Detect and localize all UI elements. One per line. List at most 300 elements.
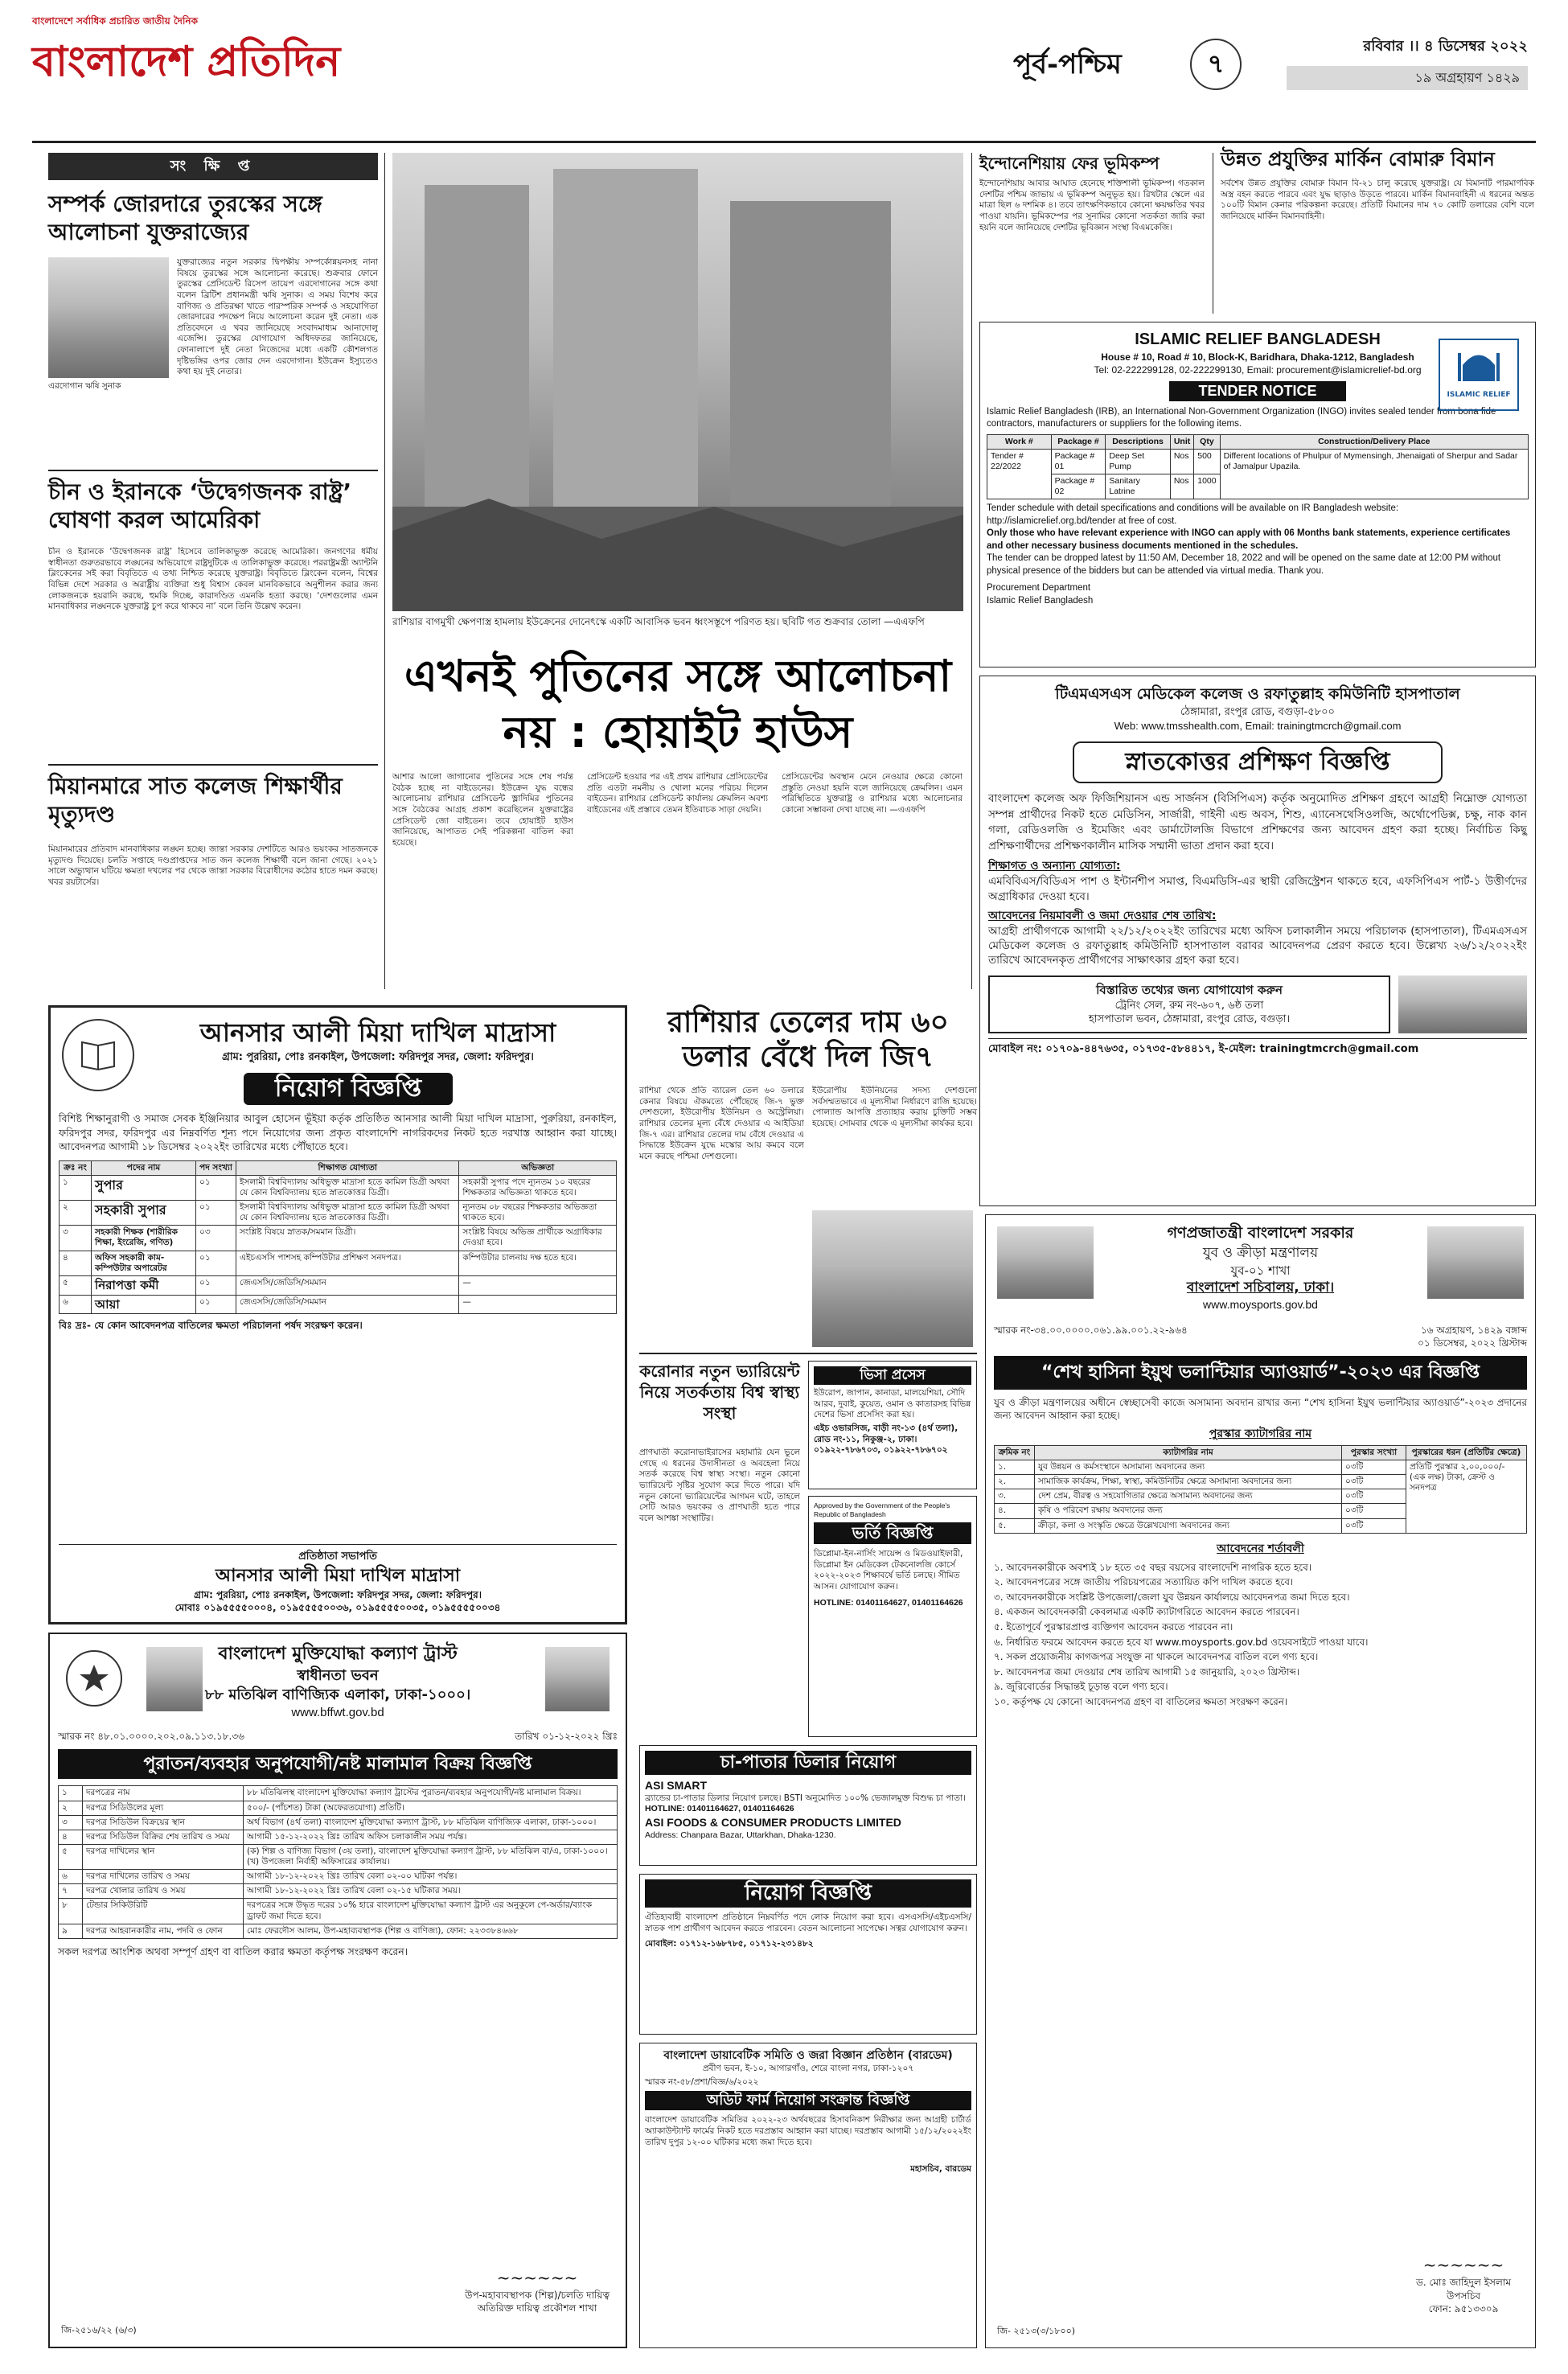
cell: ৫: [60, 1275, 92, 1295]
trust-date: তারিখ ০১-১২-২০২২ খ্রিঃ: [515, 1730, 618, 1742]
cell: ৯: [59, 1924, 83, 1938]
tmss-contact-addr: হাসপাতাল ভবন, ঠেঙ্গামারা, রংপুর রোড, বগুড়া।: [1088, 1013, 1291, 1026]
war-photo: [392, 153, 963, 611]
cell: জেএসসি/জেডিসি/সমমান: [236, 1295, 459, 1314]
youth-cond-list: [994, 1560, 1527, 1710]
cell: দেশ প্রেম, বীরত্ব ও সহযোগিতার ক্ষেত্রে অসামান্য অবদানের জন্য: [1035, 1489, 1342, 1504]
youth-portrait: [1427, 1226, 1524, 1299]
list-item: ৮. আবেদনপত্র জমা দেওয়ার শেষ তারিখ আগামী ১৫ জানুয়ারি, ২০২৩ খ্রিস্টাব্দ।: [994, 1665, 1300, 1678]
table-row: [59, 1830, 618, 1844]
islamic-relief-notice: [979, 322, 1536, 667]
admission-ad: [808, 1496, 977, 1737]
youth-dates: [1418, 1324, 1527, 1349]
ir-body: Tender schedule with detail specifications and conditions will be available on IR Bangladesh website: http://islamicrelief.org.bd/tender at free of cost.: [987, 503, 1399, 526]
trust-address: ৮৮ মতিঝিল বাণিজ্যিক এলাকা, ঢাকা-১০০০।: [204, 1686, 471, 1703]
cell: ক্রীড়া, কলা ও সংস্কৃতি ক্ষেত্রে উল্লেখযোগ্য অবদানের জন্য: [1035, 1518, 1342, 1533]
table-row: [59, 1924, 618, 1938]
youth-date-1: ১৬ অগ্রহায়ণ, ১৪২৯ বঙ্গাব্দ: [1420, 1324, 1527, 1336]
brief-label: সং ক্ষি প্ত: [48, 153, 378, 180]
cell: দরপত্র সিডিউল বিক্রয়ের স্থান: [83, 1815, 244, 1830]
recruit-body: ঐতিহ্যবাহী বাংলাদেশ প্রতিষ্ঠানে নিম্নবর্ণিত পদে লোক নিয়োগ করা হবে। এসএসসি/এইচএসসি/স্নাতক পাশ প্রার্থীগণ আবেদন করতে পারবেন। বেতন আলোচনা সাপেক্ষে। সত্বর যোগাযোগ করুন।: [645, 1912, 971, 1933]
table-row: [59, 1786, 618, 1801]
bardem-title: [645, 2091, 971, 2110]
trust-building: স্বাধীনতা ভবন: [297, 1666, 379, 1684]
cell: ৬: [60, 1295, 92, 1314]
cell: ৭: [59, 1884, 83, 1899]
page-number-text: ৭: [1207, 48, 1225, 80]
madrasa-name: আনসার আলী মিয়া দাখিল মাদ্রাসা: [199, 1017, 556, 1048]
table-row: [60, 1201, 617, 1226]
brief-1-title: সম্পর্ক জোরদারে তুরস্কের সঙ্গে আলোচনা যুক্তরাজ্যের: [48, 191, 322, 245]
indonesia-body: ইন্দোনেশিয়ায় আবার আঘাত হেনেছে শক্তিশালী ভূমিকম্প। গতকাল দেশটির পশ্চিম জাভায় এ ভূমিকম্প অনুভূত হয়। রিখটার স্কেলে এর মাত্রা ছিল ৬ দশমিক ৪। তবে তাৎক্ষণিকভাবে কোনো ক্ষয়ক্ষতির খবর পাওয়া যায়নি। ভূমিকম্পের পর সুনামির কোনো সতর্কতা জারি করা হয়নি বলে জানিয়েছে দেশটির ভূবিজ্ঞান সংস্থা বিএমকেজি।: [979, 179, 1205, 232]
cell: এইচএসসি পাশসহ কম্পিউটার প্রশিক্ষণ সনদপত্র।: [236, 1251, 459, 1275]
madrasa-table: [59, 1160, 617, 1315]
tmss-qual-body: এমবিবিএস/বিডিএস পাশ ও ইন্টার্নশীপ সমাপ্ত, বিএমডিসি-এর স্থায়ী রেজিস্ট্রেশন থাকতে হবে, এফসিপিএস পার্ট-১ উত্তীর্ণদের অগ্রাধিকার দেওয়া হবে।: [988, 875, 1527, 903]
youth-th: ক্রমিক নং: [995, 1445, 1035, 1460]
ir-place: Different locations of Phulpur of Mymensingh, Jhenaigati of Sherpur and Sadar of Jamalpur Upazila.: [1220, 449, 1528, 499]
tmss-contact-title: বিস্তারিত তথ্যের জন্য যোগাযোগ করুন: [1096, 983, 1283, 998]
cell: ন্যূনতম ০৮ বছরের শিক্ষকতার অভিজ্ঞতা থাকতে হবে।: [459, 1201, 617, 1226]
youth-ministry: যুব ও ক্রীড়া মন্ত্রণালয়: [1202, 1244, 1319, 1261]
trust-mujib100-logo: [545, 1647, 610, 1711]
cell: ইসলামী বিশ্ববিদ্যালয় অধিভুক্ত মাদ্রাসা হতে কামিল ডিগ্রী অথবা যে কোন বিশ্ববিদ্যালয় হতে স্নাতকোত্তর ডিগ্রী।: [236, 1201, 459, 1226]
youth-web: www.moysports.gov.bd: [1203, 1297, 1318, 1311]
cell: দরপত্র আহবানকারীর নাম, পদবি ও ফোন: [83, 1924, 244, 1938]
lead-col-3: প্রেসিডেন্টের অবস্থান মেনে নেওয়ার ক্ষেত্রে কোনো প্রস্তুতি নেওয়া হয়নি বলে জানিয়েছে ক্রেমলিন। এমন পরিস্থিতিতে যুক্তরাষ্ট্র ও রাশিয়ার মধ্যে আলোচনার কোনো সম্ভাবনা দেখা যাচ্ছে না। —এএফপি: [782, 772, 963, 815]
madrasa-intro: বিশিষ্ট শিক্ষানুরাগী ও সমাজ সেবক ইঞ্জিনিয়ার আবুল হোসেন ভূঁইয়া কর্তৃক প্রতিষ্ঠিত আনসার আলী মিয়া দাখিল মাদ্রাসা, পুরুরিয়া, রনকাইল, ফরিদপুর সদর, ফরিদপুর এর নিম্নবর্ণিত শূন্য পদে নিয়োগের জন্য প্রকৃত বাংলাদেশি নাগরিকদের নিকট হতে দরখাস্ত আহ্বান করা যাচ্ছে। আবেদনপত্র আগামী ১৮ ডিসেম্বর ২০২২ইং তারিখের মধ্যে পৌঁছাতে হবে।: [59, 1112, 617, 1153]
cell: ৩: [60, 1226, 92, 1251]
masthead-tagline: বাংলাদেশে সর্বাধিক প্রচারিত জাতীয় দৈনিক: [32, 15, 198, 27]
table-row: [60, 1295, 617, 1314]
madrasa-notice: [48, 1005, 627, 1624]
cell: ১: [59, 1786, 83, 1801]
col-rule-1: [384, 153, 385, 989]
tmss-body: বাংলাদেশ কলেজ অফ ফিজিশিয়ানস এন্ড সার্জনস (বিসিপিএস) কর্তৃক অনুমোদিত প্রশিক্ষণ গ্রহণে আগ্রহী নিম্নোক্ত যোগ্যতা সম্পন্ন প্রার্থীদের নিকট হতে মেডিসিন, সার্জারী, গাইনী এন্ড অবস, শিশু, এ্যানেসথেসিওলজি, অর্থোপেডিক্স, চক্ষু, নাক কান গলা, রেডিওলজি ও ইমেজিং এবং ডার্মাটোলজি বিভাগে প্রশিক্ষণের জন্য আবেদন গ্রহণ করা হচ্ছে। নির্বাচিত কিছু প্রশিক্ষণার্থীদের প্রশিক্ষণকালীন মাসিক সম্মানী ভাতা প্রদান করা হবে।: [988, 792, 1527, 852]
cell: ৫০০/- (পাঁচশত) টাকা (অফেরতযোগ্য) প্রতিটি।: [244, 1801, 618, 1815]
trust-footnote: সকল দরপত্র আংশিক অথবা সম্পূর্ণ গ্রহণ বা বাতিল করার ক্ষমতা কর্তৃপক্ষ সংরক্ষণ করেন।: [58, 1945, 408, 1957]
trust-name: বাংলাদেশ মুক্তিযোদ্ধা কল্যাণ ট্রাস্ট: [218, 1644, 458, 1664]
youth-title: [994, 1356, 1527, 1390]
tea-address: Address: Chanpara Bazar, Uttarkhan, Dhaka-1230.: [645, 1830, 836, 1840]
madrasa-footer: [59, 1544, 617, 1614]
tea-company: ASI FOODS & CONSUMER PRODUCTS LIMITED: [645, 1815, 901, 1829]
oil-body-2: ইউরোপীয় ইউনিয়নের সদস্য দেশগুলো সর্বসম্মতভাবে এ মূল্যসীমা নির্ধারণে রাজি হয়েছে। পোল্যান্ড আপত্তি প্রত্যাহার করায় চুক্তিটি সম্ভব হয়েছে। সোমবার থেকে এ মূল্যসীমা কার্যকর হবে।: [812, 1086, 977, 1128]
madrasa-th: পদ সংখ্যা: [196, 1160, 236, 1175]
table-row: [60, 1275, 617, 1295]
youth-cat-header: [995, 1445, 1527, 1460]
cell: ৬: [59, 1870, 83, 1884]
ir-cell: Package # 02: [1051, 474, 1106, 499]
admission-body: ডিপ্লোমা-ইন-নার্সিং সায়েন্স ও মিডওয়াইফারী, ডিপ্লোমা ইন মেডিকেল টেকনোলজি কোর্সে ২০২২-২০২৩ শিক্ষাবর্ষে ভর্তি চলছে। সীমিত আসন। যোগাযোগ করুন।: [814, 1549, 963, 1592]
admission-title: [814, 1522, 971, 1544]
cell: সহকারী সুপার: [92, 1201, 196, 1226]
list-item: ৩. আবেদনকারীকে সংশ্লিষ্ট উপজেলা/জেলা যুব উন্নয়ন কার্যালয়ে আবেদনপত্র জমা দিতে হবে।: [994, 1591, 1350, 1603]
tea-brand: ASI SMART: [645, 1778, 707, 1792]
bardem-sign: মহাসচিব, বারডেম: [910, 2164, 971, 2175]
cell: ২: [60, 1201, 92, 1226]
tmss-address: ঠেঙ্গামারা, রংপুর রোড, বগুড়া-৫৮০০: [1180, 705, 1335, 718]
cell: কম্পিউটার চালনায় দক্ষ হতে হবে।: [459, 1251, 617, 1275]
brief-1-caption: এরদোগান ঋষি সুনাক: [48, 381, 121, 391]
cell: আগামী ১৮-১২-২০২২ খ্রিঃ তারিখ বেলা ০২-০০ ঘটিকা পর্যন্ত।: [244, 1870, 618, 1884]
oil-body: রাশিয়া থেকে প্রতি ব্যারেল তেল ৬০ ডলারে কেনার বিষয়ে ঐকমত্যে পৌঁছেছে জি-৭ ভুক্ত দেশগুলো, ইউরোপীয় ইউনিয়ন ও অস্ট্রেলিয়া। রাশিয়ার তেলের মূল্য বেঁধে দেওয়ার এ আইডিয়া জি-৭ এর। রাশিয়ার তেলের দাম বেঁধে দেওয়ার এ সিদ্ধান্তে ইউক্রেন যুদ্ধে মস্কোর আয় কমবে বলে মনে করছে পশ্চিমা দেশগুলো।: [639, 1086, 804, 1161]
tea-body: ব্র্যান্ডের চা-পাতার ডিলার নিয়োগ চলছে। BSTI অনুমোদিত ১০০% ভেজালমুক্ত বিশুদ্ধ চা পাতা।: [645, 1793, 966, 1803]
ir-notice-title-text: TENDER NOTICE: [1198, 383, 1317, 400]
trust-sign: [465, 2267, 610, 2314]
youth-th: পুরস্কার সংখ্যা: [1342, 1445, 1406, 1460]
list-item: ৬. নির্ধারিত ফরমে আবেদন করতে হবে যা www.moysports.gov.bd ওয়েবসাইটে পাওয়া যাবে।: [994, 1636, 1369, 1648]
masthead: [32, 14, 1536, 159]
cell: দরপত্র সিডিউল বিক্রির শেষ তারিখ ও সময়: [83, 1830, 244, 1844]
admission-hotline: HOTLINE: 01401164627, 01401164626: [814, 1597, 963, 1608]
list-item: ২. আবেদনপত্রের সঙ্গে জাতীয় পরিচয়পত্রের সত্যায়িত কপি দাখিল করতে হবে।: [994, 1576, 1294, 1588]
cell: আগামী ১৫-১২-২০২২ খ্রিঃ তারিখ অফিস চলাকালীন সময় পর্যন্ত।: [244, 1830, 618, 1844]
tmss-building-photo: [1398, 975, 1527, 1033]
cell: নিরাপত্তা কর্মী: [92, 1275, 196, 1295]
page-number: [1190, 39, 1242, 90]
cell: অফিস সহকারী কাম-কম্পিউটার অপারেটর: [92, 1251, 196, 1275]
tmss-notice: [979, 676, 1536, 1206]
youth-notice: [985, 1214, 1536, 2348]
tmss-qual-title: শিক্ষাগত ও অন্যান্য যোগ্যতা:: [988, 860, 1121, 873]
ir-th: Descriptions: [1106, 434, 1170, 449]
visa-title: [814, 1366, 971, 1385]
oil-headline: রাশিয়ার তেলের দাম ৬০ ডলার বেঁধে দিল জি৭: [667, 1006, 949, 1074]
war-photo-illustration: [392, 153, 963, 611]
list-item: ৭. সকল প্রয়োজনীয় কাগজপত্র সংযুক্ত না থাকলে আবেদনপত্র বাতিল বলে গণ্য হবে।: [994, 1651, 1319, 1663]
cell: ৪: [59, 1830, 83, 1844]
cell: দরপত্র দাখিলের তারিখ ও সময়: [83, 1870, 244, 1884]
brief-1-photo: [48, 257, 169, 378]
tmss-rule-body: আগ্রহী প্রার্থীগণকে আগামী ২২/১২/২০২২ইং তারিখের মধ্যে অফিস চলাকালীন সময়ে পরিচালক (হাসপাতাল), টিএমএসএস মেডিকেল কলেজ ও রফাতুল্লাহ কমিউনিটি হাসপাতাল বরাবর আবেদনপত্র প্রেরণ করতে হবে। উল্লেখ্য ২৬/১২/২০২২ইং তারিখে আবেদনকৃত প্রার্থীগণের সাক্ষাৎকার গ্রহণ করা হবে।: [988, 924, 1527, 967]
col-rule-2: [971, 153, 972, 989]
youth-sign-title: উপসচিব: [1447, 2290, 1481, 2302]
cell: দরপত্র দাখিলের স্থান: [83, 1844, 244, 1869]
madrasa-footer-addr: গ্রাম: পুররিয়া, পোঃ রনকাইল, উপজেলা: ফরিদপুর সদর, জেলা: ফরিদপুর।: [194, 1588, 482, 1600]
cell: ৫.: [995, 1518, 1035, 1533]
cell: ০১: [196, 1295, 236, 1314]
cell: ০৩টি: [1342, 1518, 1406, 1533]
lead-headline-1: এখনই পুতিনের সঙ্গে আলোচনা: [404, 651, 952, 701]
war-photo-caption: রাশিয়ার বাগমুখী ক্ষেপণাস্ত্র হামলায় ইউক্রেনের দোনেৎস্কে একটি আবাসিক ভবন ধ্বংসস্তূপে পরিণত হয়। ছবিটি গত শুক্রবার তোলা —এএফপি: [392, 616, 925, 627]
youth-cat-title: পুরস্কার ক্যাটাগরির নাম: [1209, 1427, 1312, 1441]
bomber-headline: উন্নত প্রযুক্তির মার্কিন বোমারু বিমান: [1221, 148, 1495, 170]
youth-signature: ~~~~~~: [1422, 2255, 1504, 2275]
recruit-title: [645, 1879, 971, 1908]
table-row: [987, 449, 1529, 474]
table-row: [59, 1801, 618, 1815]
ir-th: Package #: [1051, 434, 1106, 449]
table-row: [59, 1815, 618, 1830]
madrasa-th: অভিজ্ঞতা: [459, 1160, 617, 1175]
bardem-title-text: অডিট ফার্ম নিয়োগ সংক্রান্ত বিজ্ঞপ্তি: [706, 2092, 910, 2109]
cell: —: [459, 1295, 617, 1314]
admission-title-text: ভর্তি বিজ্ঞপ্তি: [852, 1523, 934, 1543]
trust-sign-sub: অতিরিক্ত দায়িত্ব প্রকৌশল শাখা: [477, 2302, 597, 2314]
cell: যুব উন্নয়ন ও কর্মসংস্থানে অসামান্য অবদানের জন্য: [1035, 1460, 1342, 1475]
tmss-mobile: মোবাইল নং: ০১৭০৯-৪৪৭৬৩৫, ০১৭৩৫-৫৮৪৪১৭, ই-মেইল: trainingtmcrch@gmail.com: [988, 1038, 1527, 1057]
cell: ৪.: [995, 1504, 1035, 1518]
recruit-phone: মোবাইল: ০১৭১২-১৬৮৭৮৫, ০১৭১২-২৩১৪৮২: [645, 1939, 814, 1949]
visa-phone: ০১৯২২-৭৮৬৭০৩, ০১৯২২-৭৮৬৭০২: [814, 1445, 948, 1456]
cell: ০১: [196, 1251, 236, 1275]
lead-headline-2: নয় : হোয়াইট হাউস: [503, 707, 853, 758]
cell: ০১: [196, 1175, 236, 1200]
section-title: পূর্ব-পশ্চিম: [1013, 48, 1122, 80]
youth-intro: যুব ও ক্রীড়া মন্ত্রণালয়ের অধীনে স্বেচ্ছাসেবী কাজে অসামান্য অবদান রাখার জন্য “শেখ হাসিনা ইয়ুথ ভলান্টিয়ার অ্যাওয়ার্ড”-২০২৩ প্রদানের জন্য আবেদন আহ্বান করা হচ্ছে।: [994, 1396, 1527, 1421]
cell: টেন্ডার সিকিউরিটি: [83, 1899, 244, 1924]
madrasa-footer-phone: মোবাঃ ০১৯৫৫৫৫০০০৪, ০১৯৫৫৫৫০০৩৬, ০১৯৫৫৫৫০০৩৫, ০১৯৫৫৫৫০০৩৪: [174, 1601, 501, 1613]
cell: ১: [60, 1175, 92, 1200]
youth-sign-phone: ফোন: ৯৫১৩৩০৯: [1428, 2302, 1499, 2314]
masthead-rule: [32, 141, 1536, 143]
bardem-ad: [639, 2043, 977, 2348]
ir-logo-text: ISLAMIC RELIEF: [1447, 390, 1511, 399]
list-item: ৫. ইতোপূর্বে পুরস্কারপ্রাপ্ত ব্যক্তিগণ আবেদন করতে পারবেন না।: [994, 1621, 1233, 1633]
youth-memo-row: [994, 1324, 1527, 1349]
youth-th: পুরস্কারের ধরন (প্রতিটির ক্ষেত্রে): [1406, 1445, 1527, 1460]
mosque-icon: [1455, 345, 1503, 385]
indonesia-headline: ইন্দোনেশিয়ায় ফের ভূমিকম্প: [979, 154, 1160, 173]
youth-th: ক্যাটাগরির নাম: [1035, 1445, 1342, 1460]
ir-body-bold: Only those who have relevant experience with INGO can apply with 06 Months bank statements, experience certificates and other necessary business documents mentioned in the schedules.: [987, 528, 1511, 551]
trust-memo-row: [58, 1730, 618, 1743]
masthead-logo: বাংলাদেশ প্রতিদিন: [32, 37, 341, 86]
cell: সংশ্লিষ্ট বিষয়ে অভিজ্ঞ প্রার্থীকে অগ্রাধিকার দেওয়া হবে।: [459, 1226, 617, 1251]
recruit-title-text: নিয়োগ বিজ্ঞপ্তি: [745, 1881, 872, 1905]
youth-title-text: “শেখ হাসিনা ইয়ুথ ভলান্টিয়ার অ্যাওয়ার্ড”-২০২৩ এর বিজ্ঞপ্তি: [1041, 1362, 1480, 1383]
ir-th: Unit: [1170, 434, 1193, 449]
star-icon: [78, 1662, 110, 1694]
youth-cat-table: [994, 1445, 1527, 1534]
cell: ০৩টি: [1342, 1504, 1406, 1518]
ir-th: Work #: [987, 434, 1052, 449]
brief-1-body: যুক্তরাজ্যের নতুন সরকার দ্বিপক্ষীয় সম্পর্কোন্নয়নসহ নানা বিষয়ে তুরস্কের সঙ্গে আলোচনা করেছে। শুক্রবার ফোনে তুরস্কের প্রেসিডেন্ট রিসেপ তায়েপ এরদোগানের সঙ্গে কথা বলেন ব্রিটিশ প্রধানমন্ত্রী ঋষি সুনাক। এ সময় বিশেষ করে বাণিজ্য ও প্রতিরক্ষা খাতে পারস্পরিক সম্পর্ক ও সহযোগিতা জোরদারের পদক্ষেপ নিয়ে আলোচনা করেন দুই নেতা। এক প্রতিবেদনে এ খবর জানিয়েছে সংবাদমাধ্যম আনাদোলু এজেন্সি। তুরস্কের যোগাযোগ অধিদফতর জানিয়েছে, ফোনালাপে দুই নেতা নিজেদের মধ্যে একটি কৌশলগত দৃষ্টিভঙ্গির ওপর জোর দেন এরদোগান। ইউক্রেন ইস্যুতেও কথা হয় দুই নেতার।: [177, 257, 378, 377]
ir-intro: Islamic Relief Bangladesh (IRB), an International Non-Government Organization (INGO) invites sealed tender from bona fide contractors, manufacturers or suppliers for the following items.: [987, 406, 1496, 429]
youth-sign-name: ড. মোঃ জাহিদুল ইসলাম: [1416, 2277, 1511, 2289]
tea-ad: [639, 1745, 977, 1866]
ir-cell: Deep Set Pump: [1106, 449, 1170, 474]
tmss-contact-body: ট্রেনিং সেল, রুম নং-৬০৭, ৬ষ্ঠ তলা: [1114, 999, 1264, 1012]
ir-sign-2: Islamic Relief Bangladesh: [987, 595, 1094, 606]
visa-title-text: ভিসা প্রসেস: [860, 1367, 926, 1383]
corona-headline: করোনার নতুন ভ্যারিয়েন্ট নিয়ে সতর্কতায় বিশ্ব স্বাস্থ্য সংস্থা: [639, 1362, 800, 1423]
tmss-rule-title: আবেদনের নিয়মাবলী ও জমা দেওয়ার শেষ তারিখ:: [988, 909, 1217, 922]
trust-sign-title: উপ-মহাব্যবস্থাপক (শিল্প)/চলতি দায়িত্ব: [465, 2289, 610, 2301]
madrasa-th: শিক্ষাগত যোগ্যতা: [236, 1160, 459, 1175]
madrasa-th: ক্রঃ নং: [60, 1160, 92, 1175]
ir-contact: Tel: 02-222299128, 02-222299130, Email: procurement@islamicrelief-bd.org: [1094, 364, 1422, 376]
tmss-title-text: স্নাতকোত্তর প্রশিক্ষণ বিজ্ঞপ্তি: [1125, 747, 1390, 776]
cell: ৩: [59, 1815, 83, 1830]
youth-prize: প্রতিটি পুরস্কার ২,০০,০০০/- (এক লক্ষ) টাকা, ক্রেস্ট ও সনদপত্র: [1406, 1460, 1527, 1534]
cell: দরপত্র সিডিউলের মূল্য: [83, 1801, 244, 1815]
ir-table-header: [987, 434, 1529, 449]
madrasa-footer-name: আনসার আলী মিয়া দাখিল মাদ্রাসা: [215, 1565, 461, 1586]
tea-hotline: HOTLINE: 01401164627, 01401164626: [645, 1804, 794, 1814]
list-item: ১০. কর্তৃপক্ষ যে কোনো আবেদনপত্র গ্রহণ বা বাতিলের ক্ষমতা সংরক্ষণ করেন।: [994, 1695, 1288, 1707]
cell: আয়া: [92, 1295, 196, 1314]
madrasa-th: পদের নাম: [92, 1160, 196, 1175]
tmss-web: Web: www.tmsshealth.com, Email: trainingtmcrch@gmail.com: [1114, 720, 1402, 733]
trust-web: www.bffwt.gov.bd: [291, 1706, 384, 1720]
oil-rule: [639, 1353, 977, 1354]
bomber-body: সর্বশেষ উন্নত প্রযুক্তির বোমারু বিমান বি-২১ চালু করেছে যুক্তরাষ্ট্র। যে বিমানটি পারমাণবিক অস্ত্র বহন করতে পারবে এবং যুদ্ধ ছাড়াও উড়তে পারবে। মার্কিন বিমানবাহিনী এ ধরনের অন্তত ১০০টি বিমান কেনার পরিকল্পনা করেছে। প্রতিটি বিমানের দাম ৭০ কোটি ডলারের বেশি বলে জানিয়েছে মার্কিন বিমানবাহিনী।: [1221, 179, 1534, 221]
cell: ৫: [59, 1844, 83, 1869]
ir-cell: Nos: [1170, 474, 1193, 499]
cell: ৩.: [995, 1489, 1035, 1504]
madrasa-title-text: নিয়োগ বিজ্ঞপ্তি: [274, 1074, 422, 1103]
cell: ০৩টি: [1342, 1489, 1406, 1504]
youth-gov: গণপ্রজাতন্ত্রী বাংলাদেশ সরকার: [1167, 1224, 1354, 1242]
bardem-address: প্রবীণ ভবন, ই-১০, আগারগাঁও, শেরে বাংলা নগর, ঢাকা-১২০৭: [702, 2063, 914, 2073]
youth-address: বাংলাদেশ সচিবালয়, ঢাকা।: [1186, 1279, 1335, 1296]
cell: ৪: [60, 1251, 92, 1275]
table-row: [59, 1844, 618, 1869]
tmss-org: টিএমএসএস মেডিকেল কলেজ ও রফাতুল্লাহ কমিউনিটি হাসপাতাল: [1055, 685, 1460, 703]
cell: ইসলামী বিশ্ববিদ্যালয় অধিভুক্ত মাদ্রাসা হতে কামিল ডিগ্রী অথবা যে কোন বিশ্ববিদ্যালয় হতে স্নাতকোত্তর ডিগ্রী।: [236, 1175, 459, 1200]
ir-cell: Sanitary Latrine: [1106, 474, 1170, 499]
trust-portrait: [146, 1647, 203, 1711]
cell: ০৩টি: [1342, 1475, 1406, 1489]
bardem-name: বাংলাদেশ ডায়াবেটিক সমিতি ও জরা বিজ্ঞান প্রতিষ্ঠান (বারডেম): [663, 2049, 953, 2062]
ir-body-2: The tender can be dropped latest by 11:50 AM, December 18, 2022 and will be opened on the same date at 12:00 PM without physical presence of the bidders but can be attended via virtual media. Thank you.: [987, 553, 1501, 576]
madrasa-title: [244, 1073, 453, 1106]
book-icon: [78, 1039, 118, 1071]
bardem-memo: স্মারক নং-৫৮/প্রশা/বিজ্ঞ/৬/২০২২: [645, 2076, 759, 2087]
trust-table: [58, 1785, 618, 1938]
ir-cell: Nos: [1170, 449, 1193, 474]
brief-divider-1: [48, 470, 378, 471]
youth-branch: যুব-০১ শাখা: [1230, 1263, 1291, 1278]
trust-title-text: পুরাতন/ব্যবহার অনুপযোগী/নষ্ট মালামাল বিক্রয় বিজ্ঞপ্তি: [143, 1753, 532, 1774]
ir-cell: Package # 01: [1051, 449, 1106, 474]
visa-ad: [808, 1361, 977, 1489]
tmss-contact-box: [988, 975, 1390, 1033]
ir-address: House # 10, Road # 10, Block-K, Baridhara, Dhaka-1212, Bangladesh: [1101, 351, 1414, 363]
youth-date-2: ০১ ডিসেম্বর, ২০২২ খ্রিস্টাব্দ: [1418, 1337, 1527, 1349]
table-row: [59, 1899, 618, 1924]
cell: দরপত্রের নাম: [83, 1786, 244, 1801]
cell: ৮৮ মতিঝিলস্থ বাংলাদেশ মুক্তিযোদ্ধা কল্যাণ ট্রাস্টের পুরাতন/ব্যবহার অনুপযোগী/নষ্ট মালামাল বিক্রয়।: [244, 1786, 618, 1801]
cell: সামাজিক কার্যক্রম, শিক্ষা, স্বাস্থ্য, কমিউনিটির ক্ষেত্রে অসামান্য অবদানের জন্য: [1035, 1475, 1342, 1489]
trust-emblem-icon: [66, 1650, 122, 1707]
trust-ref: জি-২৫১৬/২২ (৬/৩): [61, 2325, 137, 2336]
brief-2-body: চীন ও ইরানকে ‘উদ্বেগজনক রাষ্ট্র’ হিসেবে তালিকাভুক্ত করেছে আমেরিকা। জনগণের ধর্মীয় স্বাধীনতা গুরুতরভাবে লঙ্ঘনের অভিযোগে রাষ্ট্রদুটিকে এ তালিকাভুক্ত করেছে। পররাষ্ট্রমন্ত্রী অ্যান্টনি ব্লিংকেনের সই করা বিবৃতিতে এ তথ্য নিশ্চিত করেছে যুক্তরাষ্ট্র। বিবৃতিতে ব্লিংকেন বলেন, বিশ্বের বিভিন্ন দেশে সরকার ও অরাষ্ট্রীয় ব্যক্তিরা শুধু বিশ্বাস কেবল মানবিকভাবে অনুশীলন করার জন্য লোকজনকে হয়রানি করছে, হুমকি দিচ্ছে, কারাদণ্ডিত এমনকি হত্যা করছে। ‘দেশগুলোর এমন মানবাধিকার লঙ্ঘনকে যুক্তরাষ্ট্র চুপ করে থাকবে না’ বলে তিনি উল্লেখ করেন।: [48, 547, 378, 612]
cell: সহকারী সুপার পদে ন্যূনতম ১০ বছরের শিক্ষকতার অভিজ্ঞতা থাকতে হবে।: [459, 1175, 617, 1200]
cell: জেএসসি/জেডিসি/সমমান: [236, 1275, 459, 1295]
tmss-contact: [988, 975, 1527, 1033]
table-row: [60, 1226, 617, 1251]
brief-3-body: মিয়ানমারের প্রতিবাদ মানবাধিকার লঙ্ঘন হচ্ছে। জান্তা সরকার দেশটিতে আরও ভয়ংকর সাতজনকে মৃত্যুদণ্ড দিয়েছে। চলতি সপ্তাহে দণ্ডপ্রাপ্তদের সাত জন কলেজ শিক্ষার্থী বলে জানা গেছে। ২০২১ সালে অভ্যুত্থান ঘটিয়ে ক্ষমতা দখলের পর থেকে জান্তা সরকার বিরোধীদের কঠোর হাতে দমন করছে। খবর রয়টার্সের।: [48, 844, 378, 887]
cell: আগামী ১৮-১২-২০২২ খ্রিঃ তারিখ বেলা ০২-১৫ ঘটিকার সময়।: [244, 1884, 618, 1899]
madrasa-table-header: [60, 1160, 617, 1175]
cell: সুপার: [92, 1175, 196, 1200]
youth-memo: স্মারক নং-৩৪.০০.০০০০.০৬১.৯৯.০০১.২২-৯৬৪: [994, 1324, 1188, 1336]
cell: ০৩টি: [1342, 1460, 1406, 1475]
list-item: ৯. জুরিবোর্ডের সিদ্ধান্তই চূড়ান্ত বলে গণ্য হবে।: [994, 1681, 1168, 1693]
tea-title: [645, 1751, 971, 1775]
list-item: ৪. একজন আবেদনকারী কেবলমাত্র একটি ক্যাটাগরিতে আবেদন করতে পারবেন।: [994, 1606, 1299, 1618]
bardem-body: বাংলাদেশ ডায়াবেটিক সমিতির ২০২২-২৩ অর্থবছরের হিসাবনিকাশ নিরীক্ষার জন্য আগ্রহী চার্টার্ড অ্যাকাউন্ট্যান্ট ফার্মের নিকট হতে দরপ্রস্তাব আহ্বান করা যাচ্ছে। দরপ্রস্তাব আগামী ১৫/১২/২০২২ইং তারিখ দুপুর ১২-০০ ঘটিকার মধ্যে জমা দিতে হবে।: [645, 2115, 971, 2147]
lead-col-2: প্রেসিডেন্ট হওয়ার পর এই প্রথম রাশিয়ার প্রেসিডেন্টের প্রতি এতটা নমনীয় ও খোলা মনের পরিচয় দিলেন বাইডেন। রাশিয়ার প্রেসিডেন্ট কার্যালয় ক্রেমলিন অবশ্য বাইডেনের এই প্রস্তাবে তেমন ইতিবাচক সাড়া দেয়নি।: [587, 772, 768, 815]
list-item: ১. আবেদনকারীকে অবশ্যই ১৮ হতে ৩৫ বছর বয়সের বাংলাদেশি নাগরিক হতে হবে।: [994, 1561, 1312, 1573]
cell: (ক) শিল্প ও বাণিজ্য বিভাগ (৩য় তলা), বাংলাদেশ মুক্তিযোদ্ধা কল্যাণ ট্রাস্ট, ৮৮ মতিঝিল বা/এ, ঢাকা-১০০০। (খ) উপজেলা নির্বাহী অফিসারের কার্যালয়।: [244, 1844, 618, 1869]
brief-3-title: মিয়ানমারে সাত কলেজ শিক্ষার্থীর মৃত্যুদণ্ড: [48, 773, 343, 828]
youth-cond-title: আবেদনের শর্তাবলী: [1217, 1542, 1304, 1555]
table-row: [995, 1460, 1527, 1475]
table-row: [60, 1251, 617, 1275]
ir-table: [987, 434, 1529, 500]
date-line-2: [1287, 66, 1528, 90]
ir-cell: 1000: [1194, 474, 1220, 499]
date-line-2-text: ১৯ অগ্রহায়ণ ১৪২৯: [1414, 70, 1520, 85]
ir-work-no: Tender # 22/2022: [987, 449, 1052, 499]
cell: ০১: [196, 1201, 236, 1226]
cell: ০৩: [196, 1226, 236, 1251]
cell: সংশ্লিষ্ট বিষয়ে স্নাতক/সমমান ডিগ্রী।: [236, 1226, 459, 1251]
date-line: রবিবার ।। ৪ ডিসেম্বর ২০২২: [1363, 38, 1528, 55]
madrasa-emblem-icon: [62, 1019, 134, 1091]
oil-photo: [812, 1210, 973, 1347]
table-row: [59, 1870, 618, 1884]
cell: ০১: [196, 1275, 236, 1295]
recruit-ad: [639, 1874, 977, 2035]
cell: অর্থ বিভাগ (৪র্থ তলা) বাংলাদেশ মুক্তিযোদ্ধা কল্যাণ ট্রাস্ট, ৮৮ মতিঝিল বাণিজ্যিক এলাকা, ঢাকা-১০০০।: [244, 1815, 618, 1830]
cell: ১.: [995, 1460, 1035, 1475]
cell: ২.: [995, 1475, 1035, 1489]
ir-logo: [1439, 339, 1519, 411]
cell: ৮: [59, 1899, 83, 1924]
table-row: [60, 1175, 617, 1200]
ir-sign-1: Procurement Department: [987, 583, 1091, 594]
trust-memo: স্মারক নং ৪৮.০১.০০০০.২০২.০৯.১১৩.১৮.৩৬: [58, 1730, 244, 1742]
trust-title: [58, 1749, 618, 1780]
brief-column: [48, 153, 378, 989]
madrasa-note: বিঃ দ্রঃ- যে কোন আবেদনপত্র বাতিলের ক্ষমতা পরিচালনা পর্ষদ সংরক্ষণ করেন।: [59, 1320, 363, 1332]
cell: ২: [59, 1801, 83, 1815]
cell: —: [459, 1275, 617, 1295]
cell: সহকারী শিক্ষক (শারীরিক শিক্ষা, ইংরেজি, গণিত): [92, 1226, 196, 1251]
cell: কৃষি ও পরিবেশ রক্ষায় অবদানের জন্য: [1035, 1504, 1342, 1518]
ir-org: ISLAMIC RELIEF BANGLADESH: [1135, 331, 1381, 348]
ir-notice-title: [1169, 381, 1346, 400]
visa-company: এইচ ওভারসিজ, বাড়ী নং-১৩ (৪র্থ তলা), রোড নং-১১, নিকুঞ্জ-২, ঢাকা।: [814, 1423, 958, 1444]
youth-logo-50: [997, 1226, 1094, 1299]
admission-approved: Approved by the Government of the People's Republic of Bangladesh: [814, 1501, 950, 1519]
cell: দরপত্রের সঙ্গে উদ্ধৃত দরের ১০% হারে বাংলাদেশ মুক্তিযোদ্ধা কল্যাণ ট্রাস্ট এর অনুকূলে পে-অর্ডার/ব্যাংক ড্রাফট জমা দিতে হবে।: [244, 1899, 618, 1924]
cell: দরপত্র খোলার তারিখ ও সময়: [83, 1884, 244, 1899]
trust-notice: [48, 1633, 627, 2348]
table-row: [59, 1884, 618, 1899]
lead-col-1: আশার আলো জাগানোর পুতিনের সঙ্গে শেষ পর্যন্ত বৈঠক হচ্ছে না বাইডেনের। ইউক্রেন যুদ্ধ বন্ধের আলোচনায় রাশিয়ার প্রেসিডেন্ট ভ্লাদিমির পুতিনের সঙ্গে বৈঠকের আগ্রহ প্রকাশ করেছিলেন যুক্তরাষ্ট্রের প্রেসিডেন্ট জো বাইডেন। তবে হোয়াইট হাউস জানিয়েছে, আপাতত সেই পরিকল্পনা বাতিল করা হয়েছে।: [392, 772, 573, 848]
tmss-title: [1073, 741, 1443, 784]
youth-sign: [1416, 2254, 1511, 2315]
ir-th: Qty: [1194, 434, 1220, 449]
ir-cell: 500: [1194, 449, 1220, 474]
corona-body: প্রাণঘাতী করোনাভাইরাসের মহামারি যেন ভুলে গেছে এ ধরনের উদাসীনতা ও অবহেলা নিয়ে সতর্ক করেছে বিশ্ব স্বাস্থ্য সংস্থা। নতুন কোনো ভ্যারিয়েন্ট সৃষ্টির সুযোগ করে দিতে পারে। যদি নতুন কোনো ভ্যারিয়েন্টের আগমন ঘটে, তাহলে সেটি আরও ভয়ংকর ও প্রাণঘাতী হতে পারে বলে আশঙ্কা সংস্থাটির।: [639, 1448, 800, 1523]
brief-divider-2: [48, 764, 378, 766]
cell: মোঃ ফেরদৌস আলম, উপ-মহাব্যবস্থাপক (শিল্প ও বাণিজ্য), ফোন: ২২৩৩৮৪৬৬৮: [244, 1924, 618, 1938]
trust-signature: ~~~~~~: [496, 2267, 578, 2287]
ir-th: Construction/Delivery Place: [1220, 434, 1528, 449]
brief-2-title: চীন ও ইরানকে ‘উদ্বেগজনক রাষ্ট্র’ ঘোষণা করল আমেরিকা: [48, 478, 352, 533]
youth-ref: জি- ২৫১৩(৩/১৮০০): [997, 2326, 1076, 2337]
madrasa-address: গ্রাম: পুররিয়া, পোঃ রনকাইল, উপজেলা: ফরিদপুর সদর, জেলা: ফরিদপুর।: [222, 1051, 534, 1064]
madrasa-footer-label: প্রতিষ্ঠাতা সভাপতি: [298, 1550, 377, 1563]
tea-title-text: চা-পাতার ডিলার নিয়োগ: [720, 1752, 897, 1772]
visa-body: ইউরোপ, জাপান, কানাডা, মালয়েশিয়া, সৌদি আরব, দুবাই, কুয়েত, ওমান ও কাতারসহ বিভিন্ন দেশের ভিসা প্রসেসিং করা হয়।: [814, 1387, 971, 1420]
